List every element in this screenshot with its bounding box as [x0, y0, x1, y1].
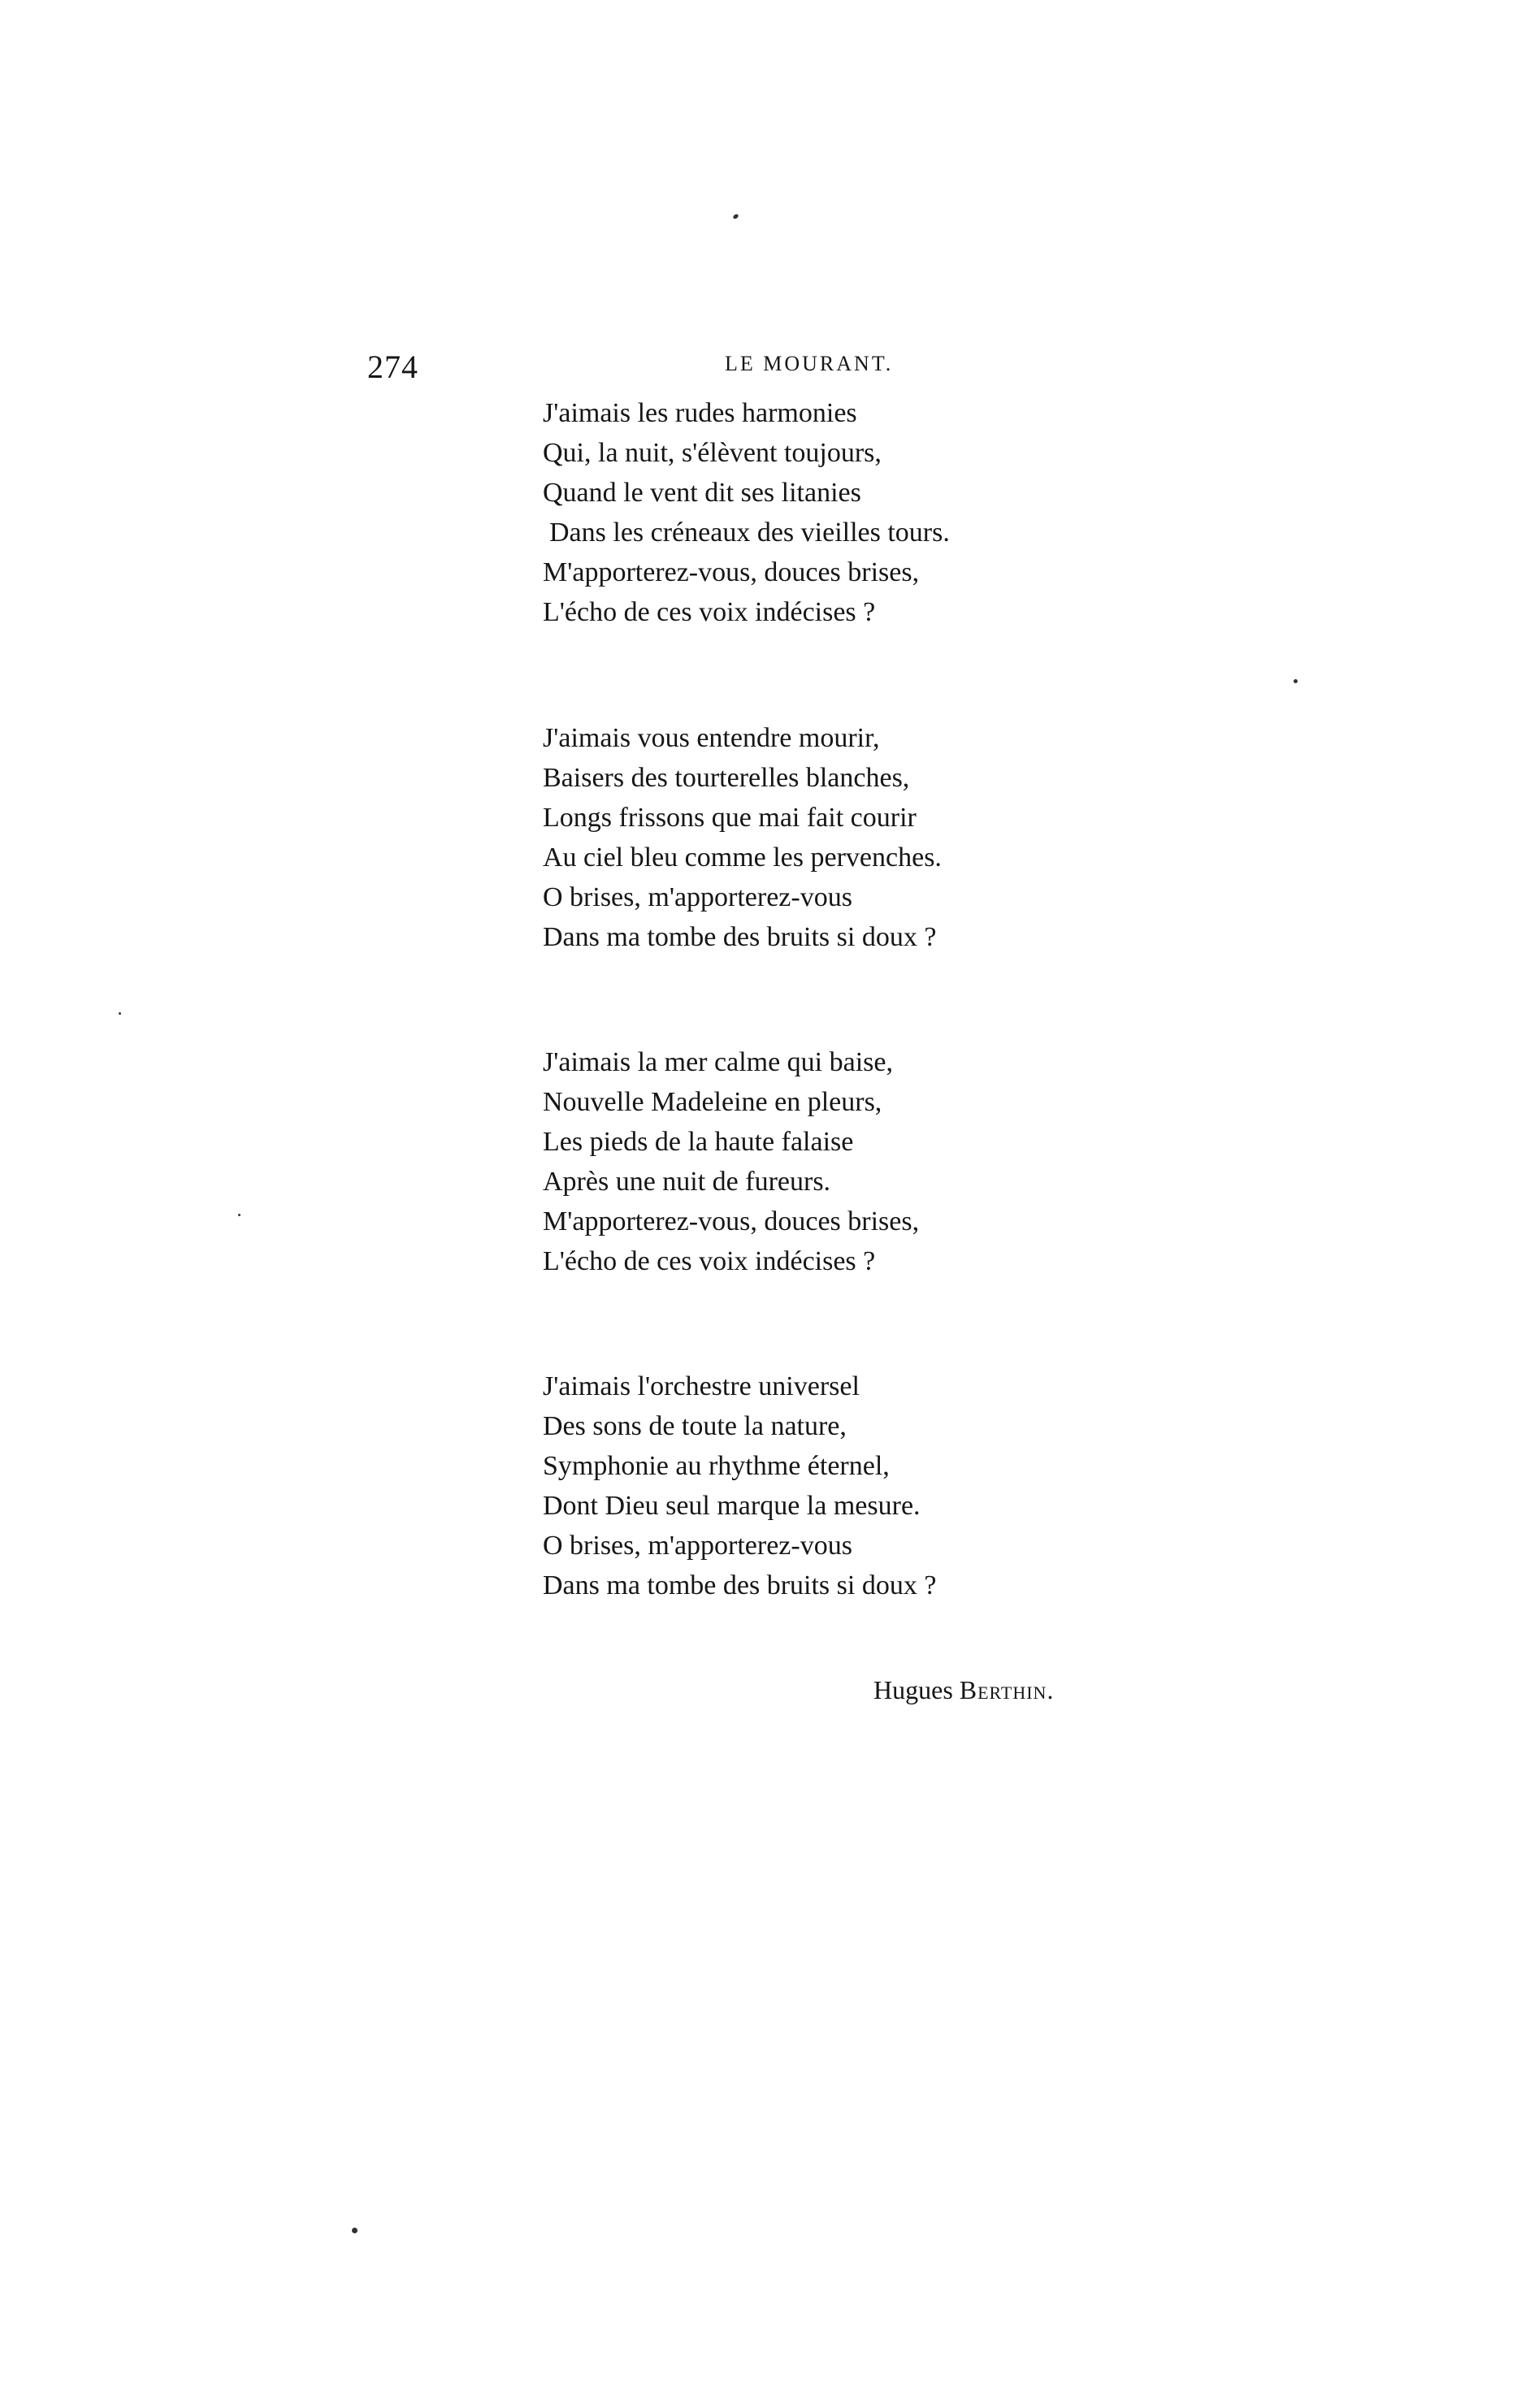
poem-line: J'aimais les rudes harmonies — [543, 398, 857, 428]
stanza-4 — [543, 1366, 1160, 1605]
running-head: LE MOURANT. — [725, 352, 894, 375]
poem-line: Baisers des tourterelles blanches, — [543, 763, 910, 793]
poem-line: O brises, m'apporterez-vous — [543, 1531, 852, 1561]
scan-speck — [119, 1012, 121, 1015]
author-signature — [873, 1675, 1054, 1705]
poem-line: L'écho de ces voix indécises ? — [543, 1246, 876, 1276]
poem-line: J'aimais la mer calme qui baise, — [543, 1047, 893, 1077]
poem-line: Dans ma tombe des bruits si doux ? — [543, 922, 937, 952]
author-given-name: Hugues — [873, 1675, 953, 1704]
scan-speck — [238, 1214, 241, 1216]
poem-line: L'écho de ces voix indécises ? — [543, 597, 876, 627]
poem-line: J'aimais l'orchestre universel — [543, 1371, 860, 1401]
poem-line: Nouvelle Madeleine en pleurs, — [543, 1087, 882, 1117]
poem-line: Quand le vent dit ses litanies — [543, 478, 861, 508]
poem-line: Dont Dieu seul marque la mesure. — [543, 1491, 921, 1521]
scan-speck — [1294, 679, 1298, 683]
page-number: 274 — [367, 349, 418, 385]
stanza-3 — [543, 1042, 1160, 1281]
poem-line: Dans les créneaux des vieilles tours. — [549, 518, 950, 548]
poem-line: Au ciel bleu comme les pervenches. — [543, 842, 942, 873]
stanza-2 — [543, 718, 1160, 957]
poem-line: J'aimais vous entendre mourir, — [543, 723, 880, 753]
poem-line: Après une nuit de fureurs. — [543, 1167, 831, 1197]
author-surname: Berthin. — [959, 1675, 1055, 1704]
poem-line: Les pieds de la haute falaise — [543, 1127, 854, 1157]
poem-line: Symphonie au rhythme éternel, — [543, 1451, 890, 1481]
poem-line: M'apporterez-vous, douces brises, — [543, 557, 920, 587]
scan-speck — [732, 213, 739, 219]
poem-line: O brises, m'apporterez-vous — [543, 882, 852, 912]
poem-line: Qui, la nuit, s'élèvent toujours, — [543, 438, 882, 468]
stanza-1 — [543, 393, 1160, 632]
poem-line: Des sons de toute la nature, — [543, 1411, 847, 1441]
scan-speck — [352, 2228, 358, 2233]
poem-line: Dans ma tombe des bruits si doux ? — [543, 1570, 937, 1600]
poem-line: M'apporterez-vous, douces brises, — [543, 1206, 920, 1236]
poem-line: Longs frissons que mai fait courir — [543, 803, 917, 833]
